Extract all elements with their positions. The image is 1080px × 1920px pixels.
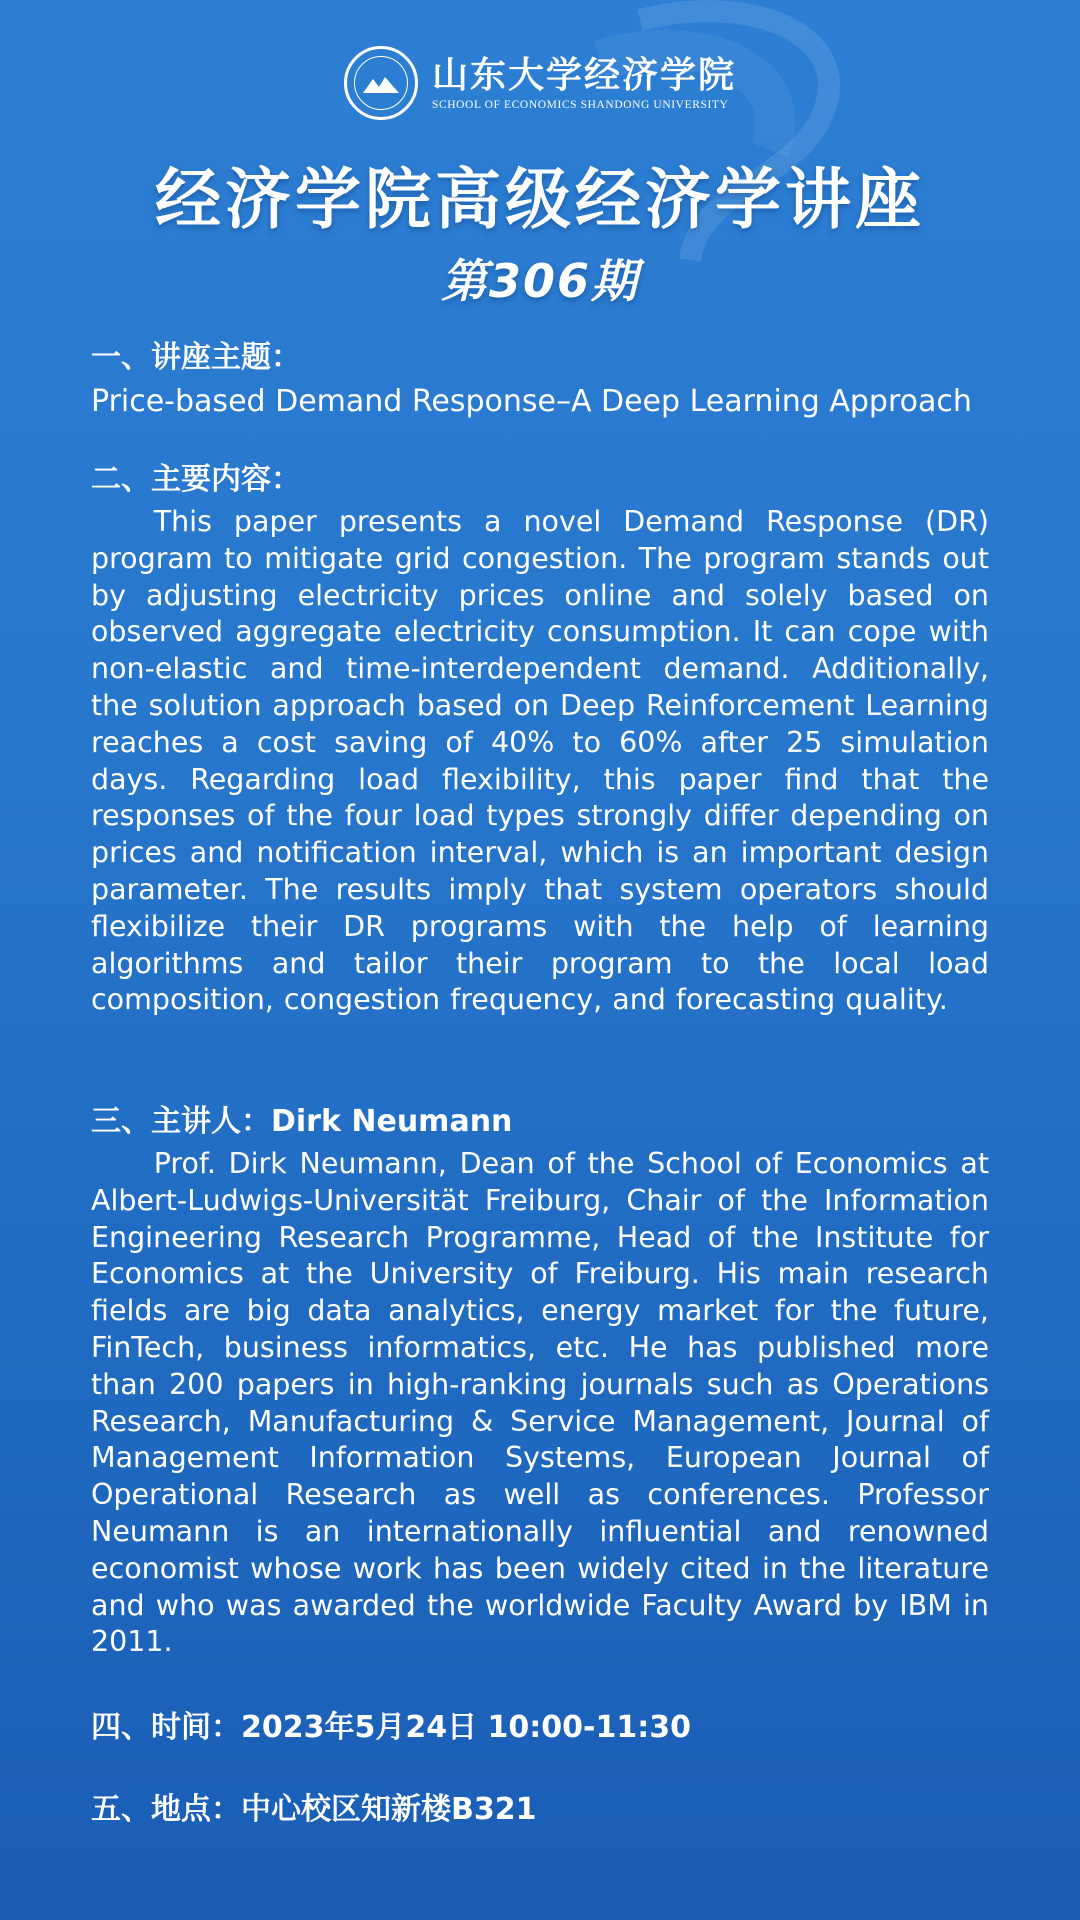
topic-section (91, 338, 989, 422)
school-name-en: SCHOOL OF ECONOMICS SHANDONG UNIVERSITY (431, 99, 729, 111)
university-seal-icon (344, 46, 418, 120)
content-heading: 二、主要内容： (91, 462, 301, 497)
logo-header (0, 46, 1080, 120)
content-section (91, 460, 989, 1019)
topic-heading: 一、讲座主题： (91, 340, 301, 375)
school-name-cn: 山东大学经济学院 (431, 54, 736, 96)
page-title: 经济学院高级经济学讲座 (155, 161, 925, 238)
location-heading: 五、地点：中心校区知新楼B321 (91, 1792, 537, 1827)
time-section (91, 1708, 989, 1748)
speaker-heading: 三、主讲人：Dirk Neumann (91, 1104, 513, 1139)
time-heading: 四、时间：2023年5月24日 10:00-11:30 (91, 1710, 691, 1745)
speaker-text: Prof. Dirk Neumann, Dean of the School of Economics at Albert-Ludwigs-Universität Freiburg, Chair of the Information Engineering Research Programme, Head of the Institute for Economics at the University of Freiburg. His main research fields are big data analytics, energy market for the future, FinTech, business informatics, etc. He has published more than 200 papers in high-ranking journals such as Operations Research, Manufacturing & Service Management, Journal of Management Information Systems, European Journal of Operational Research as well as conferences. Professor Neumann is an internationally influential and renowned economist whose work has been widely cited in the literature and who was awarded the worldwide Faculty Award by IBM in 2011. (91, 1147, 989, 1659)
speaker-section (91, 1102, 989, 1661)
location-section (91, 1790, 989, 1830)
content-text: This paper presents a novel Demand Response (DR) program to mitigate grid congestion. The program stands out by adjusting electricity prices online and solely based on observed aggregate electricity consumption. It can cope with non-elastic and time-interdependent demand. Additionally, the solution approach based on Deep Reinforcement Learning reaches a cost saving of 40% to 60% after 25 simulation days. Regarding load flexibility, this paper find that the responses of the four load types strongly differ depending on prices and notification interval, which is an important design parameter. The results imply that system operators should flexibilize their DR programs with the help of learning algorithms and tailor their program to the local load composition, congestion frequency, and forecasting quality. (91, 505, 989, 1017)
topic-text: Price-based Demand Response–A Deep Learning Approach (91, 384, 972, 419)
issue-number: 第306期 (440, 254, 640, 308)
